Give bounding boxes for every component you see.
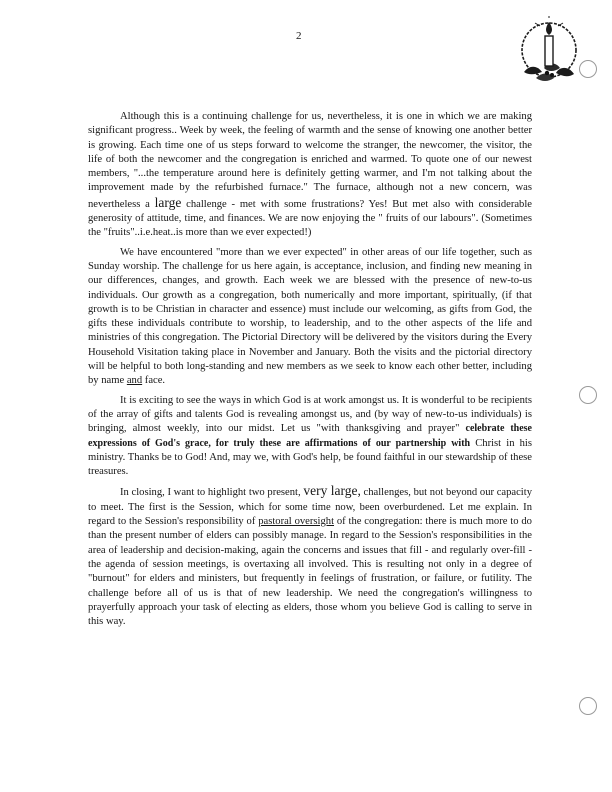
bold-line: celebrate these expressions of God's grace, for truly these are affirmations of our partnership with [88, 423, 532, 449]
candle-logo [514, 16, 584, 88]
paragraph-1 [88, 110, 532, 241]
page-number: 2 [296, 30, 302, 42]
paragraph-1-text: Although this is a continuing challenge for us, nevertheless, it is one in which we are making significant progress.. Week by week, the feeling of warmth and the sense of knowing one another better is growing. Each time one of us steps forward to welcome the stranger, the newcomer, the visitor, the life of both the newcomer and the congregation is enriched and warmed. To quote one of our newest members, "...the temperature around here is definitely getting warmer, and I'm not talking about the improvement made by the refurbished furnace." The furnace, although not a new concern, was nevertheless a [88, 111, 532, 210]
paragraph-2 [88, 246, 532, 389]
underlined-and: and [126, 375, 143, 387]
paragraph-1-text-end: challenge - met with some frustrations? Yes! But met also with considerable generosity of attitude, time, and finances. We are now enjoying the " fruits of our labours". (Sometimes the "fruits"..i.e.heat..is more than we ever expected!) [88, 198, 533, 239]
paragraph-4-text-end: of the congregation: there is much more to do than the present number of elders can possibly manage. In regard to the Session's responsibilities in the area of leadership and decision-making, again the concerns and issues that fill - and regularly over-fill - the agenda of session meetings, is overtaxing all involved. This is resulting not only in a degree of "burnout" for elders and ministers, but frequently in feelings of frustration, or failure, or futility. The challenge before all of us is that of new leadership. We need the congregation's willingness to prayerfully approach your task of electing as elders, those whom you believe God is calling to serve in this way. [88, 516, 532, 628]
punch-hole-bottom [579, 697, 597, 715]
emphasis-large: large [154, 194, 182, 210]
paragraph-3-text: It is exciting to see the ways in which God is at work amongst us. It is wonderful to be recipients of the array of gifts and talents God is revealing amongst us, and (by way of new-to-us individuals) is bringing, almost weekly, into our midst. Let us "with thanksgiving and prayer" [88, 394, 532, 435]
paragraph-3-text-end: Christ in his ministry. Thanks be to God! And, may we, with God's help, be found faithful in our stewardship of these treasures. [88, 437, 532, 478]
paragraph-2-text-end: face. [142, 375, 166, 387]
punch-hole-top [579, 60, 597, 78]
paragraph-4-text-mid: challenges, but not beyond our capacity to meet. The first is the Session, which for some time now, been overburdened. Let me explain. In regard to the Session's responsibility of [88, 487, 532, 528]
emphasis-very-large: very large, [303, 483, 361, 499]
underlined-pastoral-oversight: pastoral oversight [258, 516, 335, 528]
punch-hole-middle [579, 386, 597, 404]
paragraph-4-text: In closing, I want to highlight two present, [120, 487, 304, 499]
letter-body [88, 110, 532, 634]
paragraph-4 [88, 484, 532, 629]
paragraph-3 [88, 394, 532, 480]
paragraph-2-text: We have encountered "more than we ever expected" in other areas of our life together, such as Sunday worship. The challenge for us here again, is acceptance, inclusion, and finding new meaning in our differences, changes, and growth. Each week we are blessed with the presence of new-to-us individuals. Our growth as a congregation, both numerically and more important, spiritually, (if that growth is to be Christian in character and essence) must include our welcoming, as gifts from God, the gifts these individuals contribute to worship, to leadership, and to the other aspects of the life and ministries of this congregation. The Pictorial Directory will be delivered by the visitors during the Every Household Visitation taking place in November and January. Both the visits and the pictorial directory will be helpful to both long-standing and new members as we seek to know each other better, including by name [88, 246, 532, 387]
